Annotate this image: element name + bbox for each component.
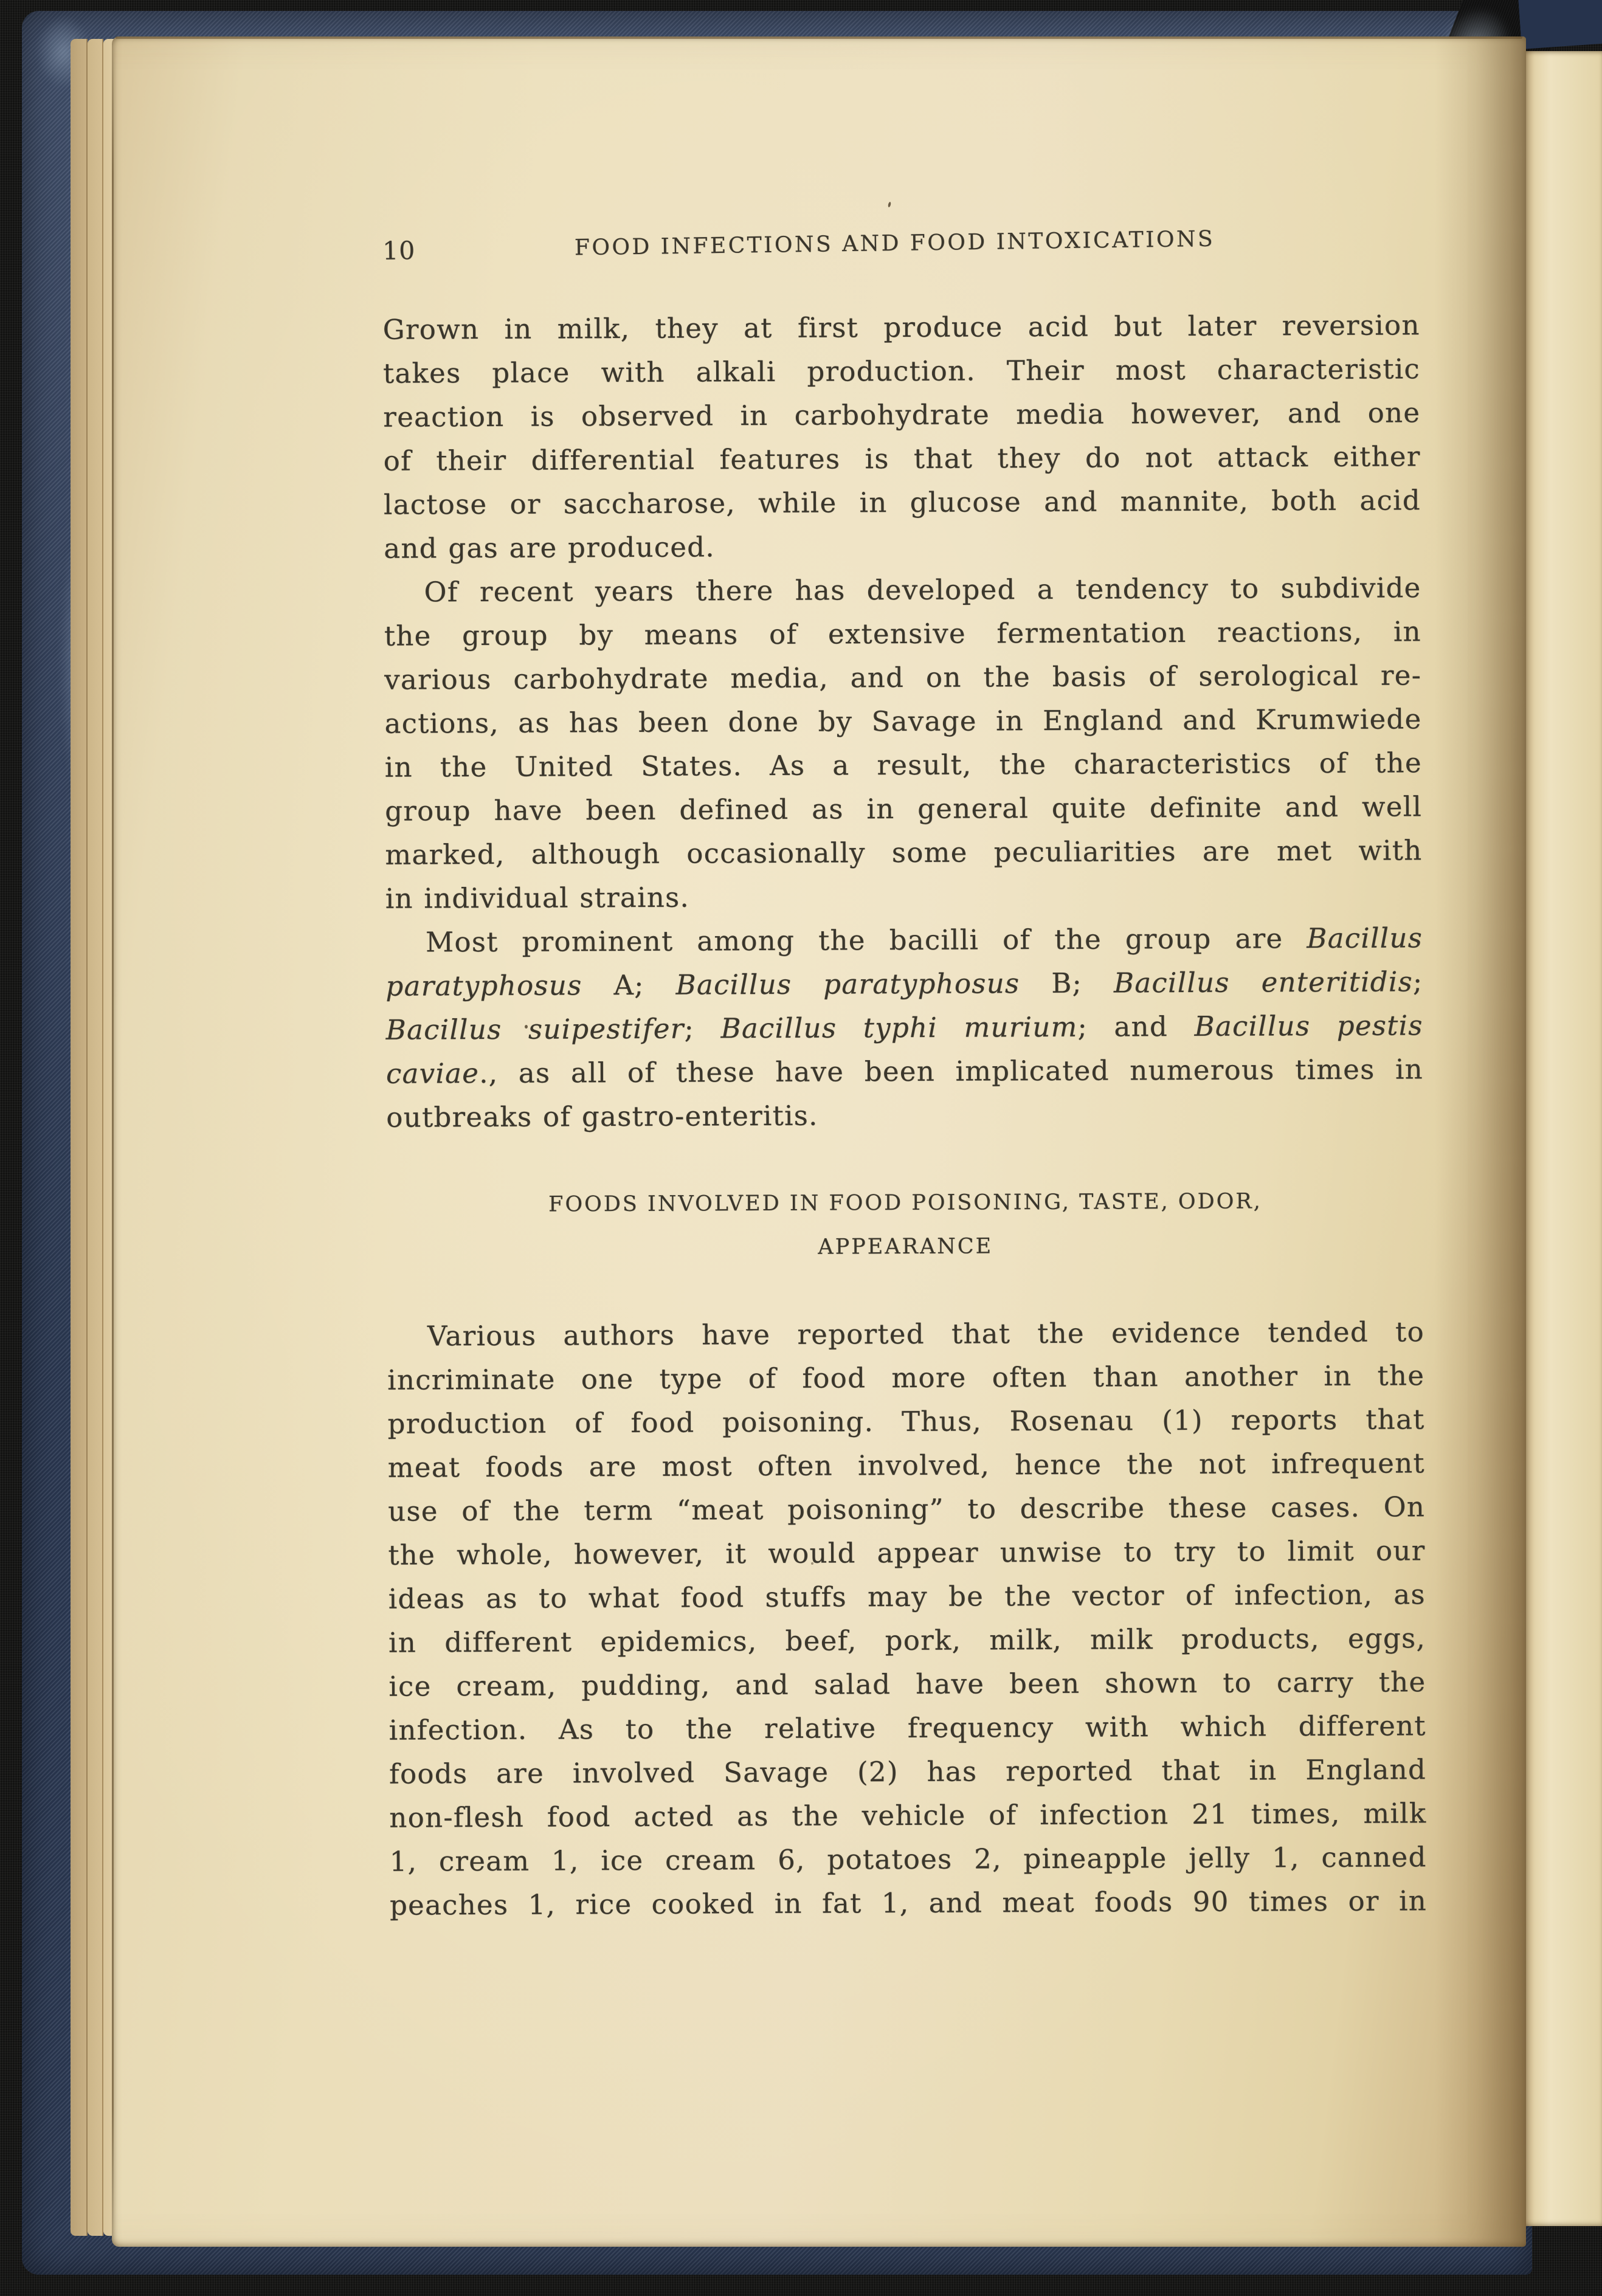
text-line (390, 1835, 1427, 1883)
text-line (388, 1485, 1425, 1533)
text-run: Various authors have reported that the evidence tended to (427, 1315, 1425, 1353)
running-head (382, 221, 1420, 267)
page-number: 10 (382, 235, 416, 266)
text-run: production of food poisoning. Thus, Rosenau (1) reports that (387, 1403, 1425, 1440)
text-run: incriminate one type of food more often than another in the (387, 1359, 1425, 1396)
book-page (112, 36, 1526, 2247)
text-run: reaction is observed in carbohydrate media however, and one (383, 396, 1421, 433)
page-text-block (382, 226, 1428, 1927)
italic-text-run: Bacillus paratyphosus (675, 967, 1020, 1001)
text-line (385, 872, 1423, 920)
text-run: of their differential features is that they do not attack either (383, 440, 1421, 477)
text-run: ; and (1077, 1010, 1195, 1043)
text-line (385, 741, 1422, 789)
text-line (385, 785, 1422, 833)
page-top-edge (116, 36, 1522, 39)
text-run: takes place with alkali production. Their most characteristic (382, 353, 1421, 390)
text-run: in individual strains. (385, 881, 690, 915)
text-line (388, 1616, 1426, 1664)
page-stack-edge (88, 39, 103, 2236)
text-run: 1, cream 1, ice cream 6, potatoes 2, pineapple jelly 1, canned (389, 1841, 1427, 1878)
italic-text-run: Bacillus enteritidis (1113, 965, 1414, 999)
paragraph (385, 916, 1424, 1139)
text-line (390, 1879, 1427, 1927)
text-run: outbreaks of gastro-enteritis. (386, 1099, 818, 1134)
text-line (387, 1310, 1424, 1358)
text-line (389, 1791, 1426, 1839)
text-line (388, 1660, 1426, 1708)
text-run: various carbohydrate media, and on the basis of serological re- (384, 659, 1422, 696)
text-line (384, 610, 1421, 658)
body-text-upper (383, 303, 1424, 1139)
italic-text-run: Bacillus suipestifer (385, 1012, 685, 1046)
text-line (385, 829, 1422, 877)
text-line (387, 1354, 1424, 1402)
section-heading (387, 1179, 1424, 1270)
section-heading-line1: FOODS INVOLVED IN FOOD POISONING, TASTE, ODOR, (548, 1189, 1262, 1217)
text-line (389, 1748, 1426, 1796)
text-run: ; (684, 1012, 721, 1045)
text-line (387, 1398, 1424, 1446)
text-run: ice cream, pudding, and salad have been shown to carry the (388, 1666, 1426, 1703)
italic-text-run: Bacillus pestis (1194, 1009, 1423, 1043)
paragraph (383, 303, 1421, 570)
text-run: non-flesh food acted as the vehicle of infection 21 times, milk (389, 1797, 1427, 1834)
text-line (383, 347, 1420, 395)
text-run: foods are involved Savage (2) has reported that in England (388, 1753, 1427, 1790)
text-run: actions, as has been done by Savage in England and Krumwiede (384, 703, 1422, 740)
text-run: ; (1412, 965, 1423, 998)
text-line (384, 478, 1421, 526)
page-stack-edge (71, 39, 88, 2236)
text-run: Grown in milk, they at first produce acid but later reversion (382, 309, 1420, 346)
text-line (388, 1441, 1425, 1489)
text-line (384, 566, 1421, 614)
body-text-lower (387, 1310, 1427, 1927)
text-run: infection. As to the relative frequency with which different (388, 1709, 1426, 1746)
text-line (384, 653, 1421, 702)
text-run: A; (582, 968, 676, 1002)
text-run: peaches 1, rice cooked in fat 1, and meat foods 90 times or in (389, 1884, 1428, 1922)
text-run: the group by means of extensive fermentation reactions, in (384, 615, 1421, 652)
italic-text-run: paratyphosus (385, 969, 582, 1002)
text-line (386, 1047, 1423, 1095)
italic-text-run: Bacillus (1307, 922, 1423, 955)
text-line (384, 697, 1421, 745)
text-run: in different epidemics, beef, pork, milk, milk products, eggs, (388, 1622, 1426, 1659)
text-run: ideas as to what food stuffs may be the vector of infection, as (388, 1578, 1426, 1615)
text-run: meat foods are most often involved, hence the not infrequent (387, 1447, 1425, 1484)
text-run: marked, although occasionally some peculiarities are met with (385, 834, 1423, 871)
paragraph (387, 1310, 1427, 1927)
cover-edge-top-right (1518, 0, 1602, 49)
italic-text-run: caviae (385, 1057, 480, 1090)
text-line (385, 960, 1423, 1008)
text-run: ., as all of these have been implicated numerous times in (479, 1053, 1424, 1090)
next-page-edge (1524, 51, 1602, 2226)
text-line (388, 1529, 1425, 1577)
text-run: lactose or saccharose, while in glucose and mannite, both acid (383, 484, 1421, 521)
paper-speck (888, 202, 891, 208)
text-run: use of the term “meat poisoning” to describe these cases. On (388, 1491, 1426, 1528)
text-line (388, 1573, 1426, 1621)
text-line (383, 435, 1420, 483)
text-line (386, 1091, 1423, 1139)
text-run: and gas are produced. (384, 531, 716, 565)
text-run: B; (1020, 967, 1114, 1000)
text-line (384, 522, 1421, 570)
text-run: Most prominent among the bacilli of the group are (425, 922, 1307, 959)
text-line (383, 303, 1420, 351)
text-run: Of recent years there has developed a tendency to subdivide (424, 571, 1421, 608)
text-line (385, 916, 1423, 964)
paragraph (384, 566, 1422, 920)
italic-text-run: Bacillus typhi murium (720, 1010, 1078, 1045)
text-line (386, 1004, 1423, 1052)
text-line (389, 1704, 1426, 1752)
text-line (383, 391, 1420, 439)
text-run: the whole, however, it would appear unwise to try to limit our (388, 1534, 1426, 1571)
text-run: in the United States. As a result, the characteristics of the (384, 746, 1422, 784)
section-heading-line2: APPEARANCE (818, 1234, 993, 1260)
text-run: group have been defined as in general quite definite and well (385, 790, 1423, 827)
running-header-title: FOOD INFECTIONS AND FOOD INTOXICATIONS (574, 226, 1215, 261)
